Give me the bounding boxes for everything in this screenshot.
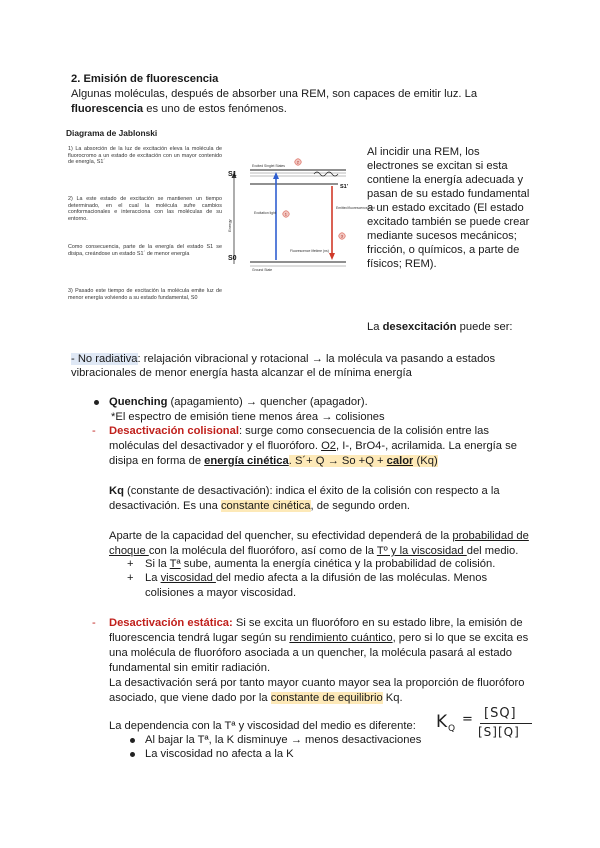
fluorescencia-term: fluorescencia [71,103,144,115]
colisional-l2-pre: moléculas del desactivador y el fluoróforo. [109,440,322,452]
estatica-l2-pre: fluorescencia tendrá lugar según su [109,632,290,644]
plus-icon: + [127,572,134,584]
temp-viscosidad-term: Tº y la viscosidad [376,545,467,557]
no-radiativa-text: : relajación vibracional y rotacional → la molécula va pasando a estados [137,353,496,365]
no-radiativa-label: - No radiativa [71,353,138,365]
side-line: electrones se excitan si esta [367,160,508,172]
colisional-line-3 [109,454,438,468]
quenching-term: Quenching [109,396,168,408]
excitation-label: Excitation light [254,211,276,215]
intro-line-2-rest: es uno de estos fenómenos. [143,103,287,115]
kq-term: Kq [109,485,124,497]
formula-subscript: Q [448,724,456,734]
kq-line-2 [109,499,410,513]
colisional-equation: . S´+ Q → So +Q + [288,455,387,467]
figure-title: Diagrama de Jablonski [66,128,158,138]
formula-numerator: [SQ] [484,706,517,721]
quencher-l1-pre: Aparte de la capacidad del quencher, su efectividad dependerá de la [109,530,453,542]
jablonski-diagram [227,154,375,284]
formula-fraction-bar [480,723,532,724]
s1-label: S1 [228,171,237,178]
estatica-line-5: La desactivación será por tanto mayor cuanto mayor sea la proporción de fluoróforo [109,677,525,689]
quencher-bullet-1 [145,557,495,571]
marker-3-label: 3 [340,233,344,239]
colisional-title: Desactivación colisional [109,425,239,437]
desex-pre: La [367,321,383,333]
estatica-title: Desactivación estática: [109,617,233,629]
quencher-l2-post: del medio. [466,545,519,557]
estatica-l6-pre: asociado, que viene dado por la [109,692,271,704]
desex-post: puede ser: [456,321,513,333]
estatica-line-4: fundamental sin emitir radiación. [109,662,271,674]
constante-cinetica-term: constante cinética [220,500,311,512]
estatica-line-6 [109,691,403,705]
estatica-l2-post: , pero si lo que se excita es [392,632,529,644]
probabilidad-term: probabilidad de [452,530,529,542]
choque-term: choque [109,545,149,557]
quencher-b1-post: sube, aumenta la energía cinética y la probabilidad de colisión. [180,558,496,570]
marker-2-label: 2 [296,159,300,165]
quenching-line [109,395,368,409]
no-radiativa-line-2: vibracionales de menor energía hasta alcanzar el de mínima energía [71,367,412,379]
o2-term: O2 [321,440,336,452]
jablonski-figure [62,124,375,324]
quencher-b2-pre: La [145,572,161,584]
quencher-line-2 [109,544,518,558]
intro-line-1: Algunas moléculas, después de absorber una REM, son capaces de emitir luz. La [71,88,478,100]
no-radiativa-line-1 [71,352,495,366]
bullet-dot-icon [130,738,135,743]
formula-equals: = [462,712,473,727]
side-line: contiene la energía adecuada y [367,174,524,186]
intro-line-2 [71,102,287,116]
side-line: a un estado excitado (El estado [367,202,524,214]
formula-k: K [436,712,448,732]
emission-label: Emitted fluorescence light [336,206,375,210]
viscosidad-term: viscosidad [160,572,216,584]
energia-cinetica-term: energía cinética [204,455,289,467]
estatica-line-1 [109,616,523,630]
side-line: Al incidir una REM, los [367,146,480,158]
colisional-dash: - [92,425,96,437]
colisional-l3-pre: disipa en forma de [109,455,205,467]
figure-step-2a: 2) La este estado de excitación se mantienen un tiempo determinado, en el cual la molécula sufre cambios conformacionales e interacciona con las moléculas de su entorno. [68,196,222,222]
estatica-line-3: una molécula de fluoróforo asociada a un quencher, la molécula pasará al estado [109,647,513,659]
dependencia-intro: La dependencia con la Tª y viscosidad del medio es diferente: [109,720,416,732]
desexcitacion-term: desexcitación [382,321,457,333]
energy-label: Energy [227,219,232,232]
bullet-dot-icon [94,400,99,405]
side-line: mediante sucesos mecánicos; [367,230,517,242]
colisional-line-2 [109,439,517,453]
colisional-l1-rest: : surge como consecuencia de la colisión entre las [238,425,489,437]
emission-arrowhead [329,253,335,260]
kq-l1-rest: (constante de desactivación): indica el éxito de la colisión con respecto a la [123,485,500,497]
estatica-l6-post: Kq. [382,692,403,704]
side-line: fricción, o químicos, a parte de [367,244,520,256]
quencher-bullet-2-cont: colisiones a mayor viscosidad. [145,587,297,599]
plus-icon: + [127,558,134,570]
dependencia-bullet-1: Al bajar la Tª, la K disminuye → menos desactivaciones [145,734,422,746]
side-line: excitado también se puede crear [367,216,530,228]
side-paragraph [367,145,537,271]
kq-line-1 [109,484,500,498]
figure-step-1: 1) La absorción de la luz de excitación eleva la molécula de fluorocromo a un estado de excitación con un mayor contenido de energía, S1´ [68,146,222,166]
quencher-bullet-2 [145,571,487,585]
figure-step-2b: Como consecuencia, parte de la energía del estado S1 se disipa, creándose un estado S1´ de menor energía [68,244,222,257]
excited-states-label: Excited Singlet States [252,164,285,168]
kq-l2-post: , de segundo orden. [310,500,411,512]
figure-step-3: 3) Pasado este tiempo de excitación la molécula emite luz de menor energía volviendo a su estado fundamental, S0 [68,288,222,301]
colisional-line-1 [109,424,489,438]
side-line: pasan de su estado fundamental [367,188,530,200]
calor-term: calor [386,455,414,467]
colisional-l2-post: , I-, BrO4-, acrilamida. La energía se [336,440,517,452]
estatica-dash: - [92,617,96,629]
quencher-b2-post: del medio afecta a la difusión de las moléculas. Menos [215,572,488,584]
section-title: 2. Emisión de fluorescencia [71,73,219,85]
dependencia-bullet-2: La viscosidad no afecta a la K [145,748,294,760]
formula-denominator: [S][Q] [478,725,520,739]
s1p-label: S1' [340,184,349,190]
bullet-dot-icon [130,752,135,757]
kq-formula [436,706,546,746]
rendimiento-cuantico-term: rendimiento cuántico [289,632,393,644]
kq-l2-pre: desactivación. Es una [109,500,221,512]
ta-term: Tª [169,558,181,570]
marker-1-label: 1 [284,211,288,217]
lifetime-label: Fluorescence lifetime (ns) [290,249,329,253]
quencher-line-1 [109,529,529,543]
quencher-b1-pre: Si la [145,558,170,570]
quenching-rest: (apagamiento) → quencher (apagador). [167,396,368,408]
relaxation-wave [314,172,338,176]
side-line: físicos; REM). [367,258,437,270]
s0-label: S0 [228,255,237,262]
desexcitacion-line [367,320,513,334]
constante-equilibrio-term: constante de equilibrio [270,692,383,704]
quencher-l2-mid: con la molécula del fluoróforo, así como de la [148,545,377,557]
estatica-line-2 [109,631,528,645]
ground-state-label: Ground State [252,268,273,272]
estatica-l1-rest: Si se excita un fluoróforo en su estado libre, la emisión de [232,617,523,629]
quenching-note: *El espectro de emisión tiene menos área → colisiones [111,411,385,423]
colisional-kq: (Kq) [413,455,438,467]
